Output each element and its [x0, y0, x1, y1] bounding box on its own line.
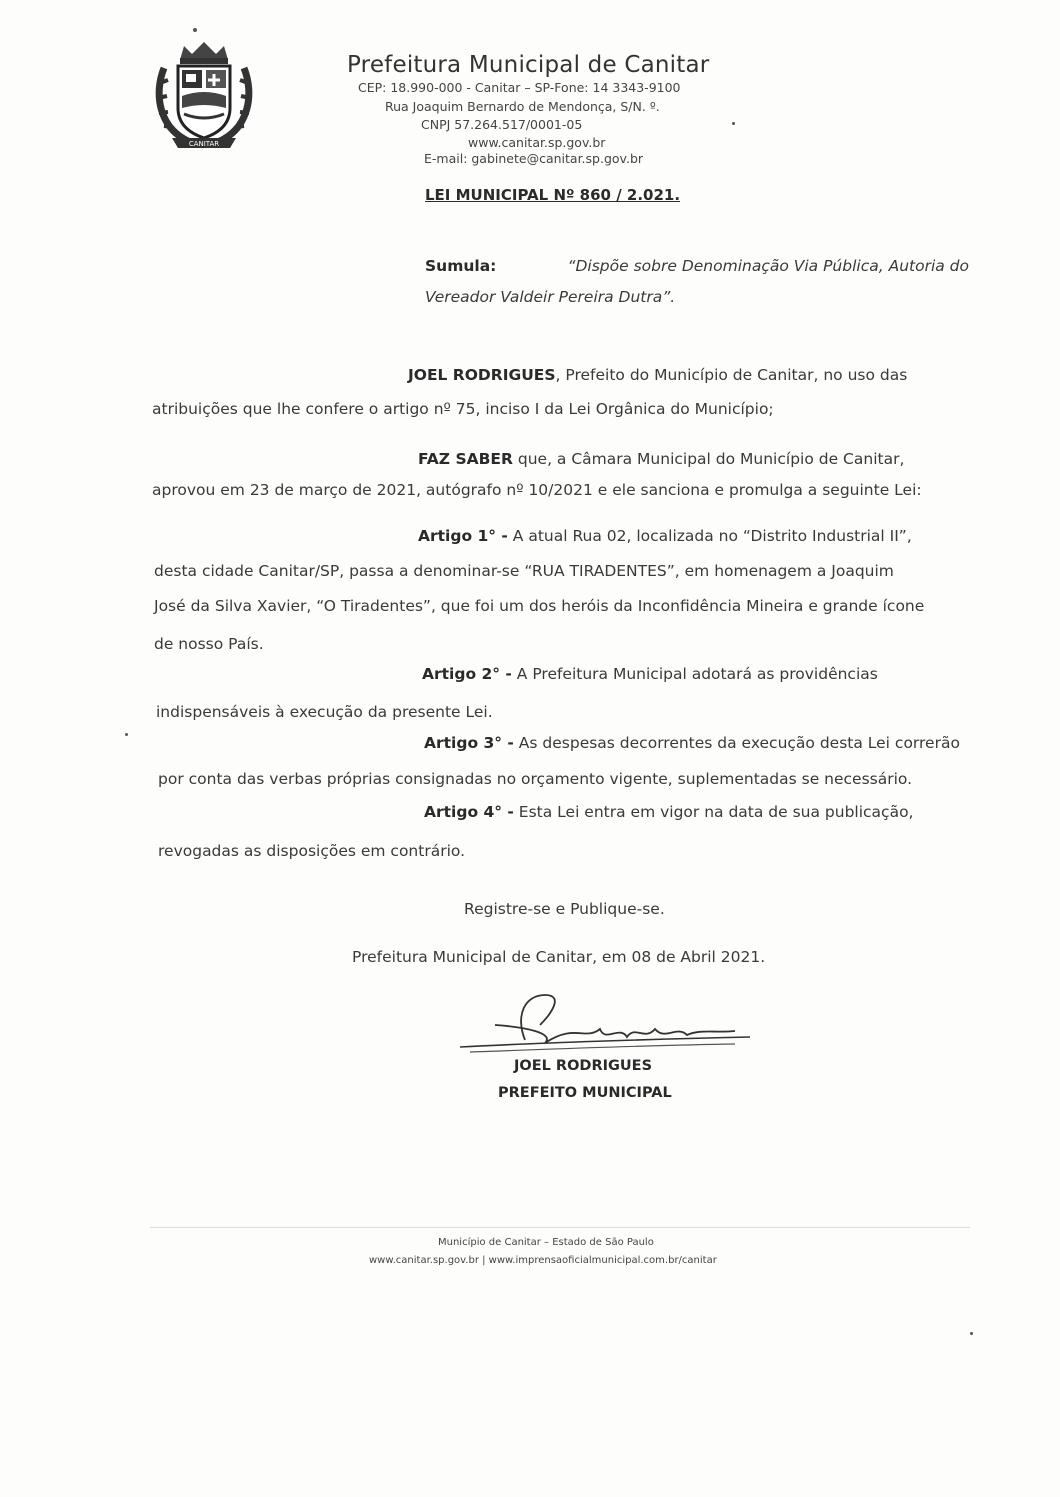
artigo-3-text-1: As despesas decorrentes da execução desta Lei correrão	[513, 734, 960, 752]
faz-saber-text-1: que, a Câmara Municipal do Município de Canitar,	[512, 450, 905, 468]
sumula-text-2: Vereador Valdeir Pereira Dutra”.	[425, 288, 676, 306]
artigo-2-text-1: A Prefeitura Municipal adotará as providências	[511, 665, 878, 683]
artigo-1-label: Artigo 1° -	[418, 527, 508, 545]
faz-saber-line-2: aprovou em 23 de março de 2021, autógrafo nº 10/2021 e ele sanciona e promulga a seguinte Lei:	[152, 481, 922, 499]
footer-line-2: www.canitar.sp.gov.br | www.imprensaoficialmunicipal.com.br/canitar	[369, 1255, 717, 1266]
municipal-coat-of-arms-icon	[150, 38, 258, 156]
header-address: Rua Joaquim Bernardo de Mendonça, S/N. º.	[385, 99, 660, 114]
closing-text: Registre-se e Publique-se.	[464, 900, 665, 918]
signer-role: PREFEITO MUNICIPAL	[498, 1085, 672, 1101]
artigo-4-line-1	[424, 803, 913, 821]
footer-line-1: Município de Canitar – Estado de São Paulo	[438, 1237, 654, 1248]
artigo-4-line-2: revogadas as disposições em contrário.	[158, 842, 466, 860]
scan-speck	[193, 28, 197, 32]
svg-text:CANITAR: CANITAR	[188, 140, 220, 148]
artigo-1-line-1	[418, 527, 912, 545]
artigo-3-label: Artigo 3° -	[424, 734, 514, 752]
header-title: Prefeitura Municipal de Canitar	[347, 52, 710, 78]
intro-text-1: , Prefeito do Município de Canitar, no uso das	[555, 366, 908, 384]
scan-speck	[970, 1332, 973, 1335]
signer-name: JOEL RODRIGUES	[514, 1058, 653, 1074]
header-website: www.canitar.sp.gov.br	[468, 135, 606, 150]
artigo-4-text-1: Esta Lei entra em vigor na data de sua publicação,	[513, 803, 914, 821]
header-cep-phone: CEP: 18.990-000 - Canitar – SP-Fone: 14 3343-9100	[358, 80, 681, 95]
artigo-4-label: Artigo 4° -	[424, 803, 514, 821]
faz-saber-line-1	[418, 450, 904, 468]
artigo-1-text-1: A atual Rua 02, localizada no “Distrito Industrial II”,	[507, 527, 912, 545]
intro-line-2: atribuições que lhe confere o artigo nº 75, inciso I da Lei Orgânica do Município;	[152, 400, 774, 418]
artigo-1-line-3: José da Silva Xavier, “O Tiradentes”, que foi um dos heróis da Inconfidência Mineira e grande ícone	[154, 597, 925, 615]
sumula-text-1: “Dispõe sobre Denominação Via Pública, Autoria do	[567, 257, 969, 275]
header-email: E-mail: gabinete@canitar.sp.gov.br	[424, 151, 644, 166]
footer-divider	[150, 1227, 970, 1228]
faz-saber-label: FAZ SABER	[418, 450, 513, 468]
artigo-2-label: Artigo 2° -	[422, 665, 512, 683]
artigo-2-line-1	[422, 665, 878, 683]
artigo-1-line-4: de nosso País.	[154, 635, 264, 653]
artigo-1-line-2: desta cidade Canitar/SP, passa a denominar-se “RUA TIRADENTES”, em homenagem a Joaquim	[154, 562, 894, 580]
intro-line-1	[408, 366, 968, 384]
artigo-3-line-2: por conta das verbas próprias consignadas no orçamento vigente, suplementadas se necessário.	[158, 770, 913, 788]
law-title: LEI MUNICIPAL Nº 860 / 2.021.	[425, 186, 681, 204]
sumula-line-1	[425, 257, 969, 275]
artigo-3-line-1	[424, 734, 960, 752]
mayor-name: JOEL RODRIGUES	[408, 366, 556, 384]
scan-speck	[125, 733, 128, 736]
handwritten-signature-icon	[455, 985, 755, 1060]
sumula-label: Sumula:	[425, 257, 497, 275]
artigo-2-line-2: indispensáveis à execução da presente Lei.	[156, 703, 493, 721]
scan-speck	[732, 122, 735, 125]
place-date: Prefeitura Municipal de Canitar, em 08 de Abril 2021.	[352, 948, 766, 966]
header-cnpj: CNPJ 57.264.517/0001-05	[421, 117, 583, 132]
